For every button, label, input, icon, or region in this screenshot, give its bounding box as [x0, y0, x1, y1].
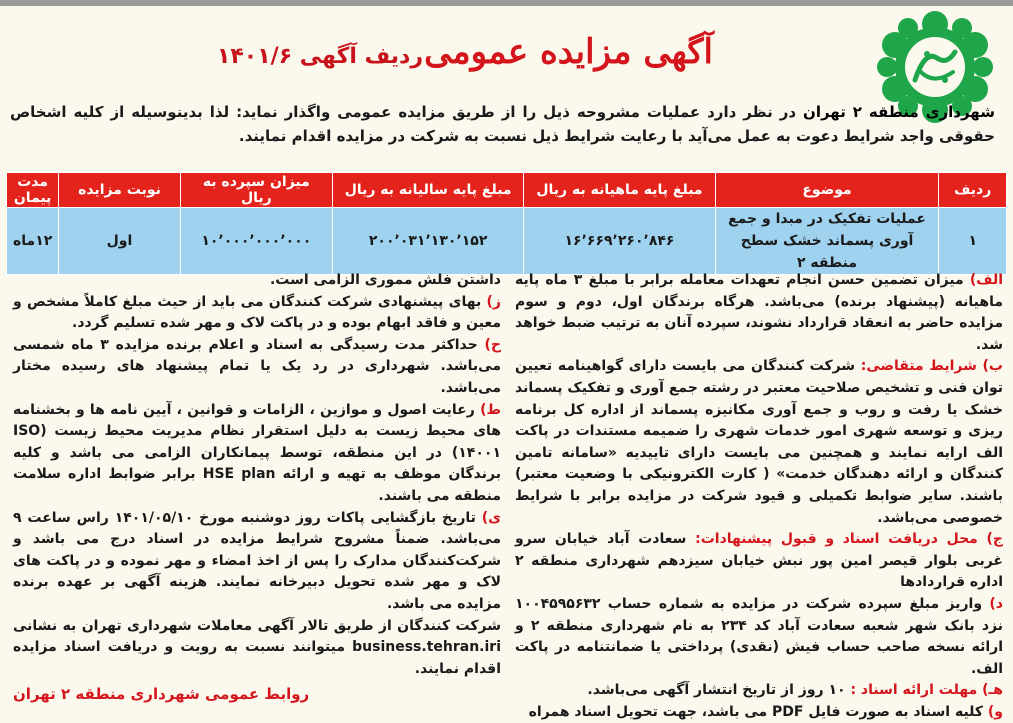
- table-row: [7, 208, 1007, 275]
- clause-be: [515, 356, 1003, 529]
- intro-paragraph: [10, 100, 995, 148]
- clause-be-label: ب) شرایط متقاضی:: [860, 358, 1003, 375]
- clause-ze: [13, 292, 501, 335]
- clause-he2-text: حداکثر مدت رسیدگی به اسناد و اعلام برنده مزایده ۳ ماه شمسی می‌باشد. شهرداری در رد یک یا تمام پیشنهاد های رسیده مختار می‌باشد.: [13, 336, 501, 396]
- clause-ye-text: تاریخ بازگشایی پاکات روز دوشنبه مورخ ۱۴۰۱/۰۵/۱۰ راس ساعت ۹ می‌باشد. ضمناً مشروح شرایط مزایده در اسناد درج می باشد و شرکت‌کنندگان مدارک را پس از اخذ امضاء و مهر نموده و در پاکت های لاک و مهر شده تحویل دبیرخانه نمایند. هزینه آگهی بر عهده برنده مزایده می باشد.: [13, 509, 501, 612]
- clause-he2-label: ح): [484, 336, 501, 353]
- clause-jim-text: سعادت آباد خیابان سرو غربی بلوار قیصر امین پور نبش خیابان سیزدهم شهرداری منطقه ۲ اداره قراردادها: [515, 531, 1003, 591]
- clause-he-label: هـ) مهلت ارائه اسناد :: [850, 682, 1003, 699]
- clause-vav-label: و): [987, 703, 1003, 720]
- clause-ze-text: بهای پیشنهادی شرکت کنندگان می باید از حیث مبلغ کاملاً مشخص و معین و فاقد ابهام بوده و در پاکت لاک و مهر شده تسلیم گردد.: [13, 293, 501, 332]
- clause-ta: [13, 400, 501, 508]
- cell-row: ۱: [939, 208, 1007, 275]
- th-monthly-base: مبلغ پایه ماهیانه به ریال: [524, 173, 715, 208]
- clause-ye: [13, 508, 501, 616]
- clause-ta-text: رعایت اصول و موازین ، الزامات و قوانین ، آیین نامه ها و بخشنامه های محیط زیست به دلیل استقرار نظام مدیریت محیط زیست (ISO ۱۴۰۰۱) در این منطقه، توسط پیمانکاران الزامی می باشد و کلیه برندگان موظف به تهیه و ارائه HSE plan برابر ضوابط اداره سلامت منطقه می باشند.: [13, 401, 501, 504]
- clause-ze-label: ز): [486, 293, 501, 310]
- cell-annual-base: ۲۰۰٬۰۳۱٬۱۳۰٬۱۵۲: [332, 208, 523, 275]
- auction-table: [6, 172, 1007, 275]
- intro-org: شهرداری منطقه ۲ تهران: [803, 103, 995, 121]
- cell-deposit: ۱۰٬۰۰۰٬۰۰۰٬۰۰۰: [180, 208, 332, 275]
- cell-auction-round: اول: [59, 208, 180, 275]
- th-row: ردیف: [939, 173, 1007, 208]
- th-deposit: میزان سپرده به ریال: [180, 173, 332, 208]
- intro-text: در نظر دارد عملیات مشروحه ذیل را از طریق مزایده عمومی واگذار نماید: لذا بدینوسیله از کلیه اشخاص حقوقی واجد شرایط دعوت به عمل می‌آید با رعایت شرایط ذیل نسبت به شرکت در مزایده اقدام نمایند.: [10, 103, 995, 145]
- th-auction-round: نوبت مزایده: [59, 173, 180, 208]
- clause-he: [515, 680, 1003, 702]
- ad-title: آگهی مزایده عمومی: [424, 32, 713, 72]
- cell-monthly-base: ۱۶٬۶۶۹٬۲۶۰٬۸۴۶: [524, 208, 715, 275]
- conditions-left-column: [13, 270, 501, 706]
- th-contract-duration: مدت پیمان: [7, 173, 59, 208]
- clause-alef-label: الف): [969, 272, 1004, 288]
- table-header-row: [7, 173, 1007, 208]
- th-annual-base: مبلغ پایه سالیانه به ریال: [332, 173, 523, 208]
- clause-vav-text: کلیه اسناد به صورت فایل PDF می باشد، جهت تحویل اسناد همراه: [528, 703, 984, 720]
- clause-ta-label: ط): [480, 401, 502, 418]
- clause-ye-label: ی): [481, 509, 501, 526]
- tender-portal-note: شرکت کنندگان از طریق تالار آگهی معاملات شهرداری تهران به نشانی business.tehran.iri میتوانند نسبت به رویت و دریافت اسناد مزایده اقدام نمایند.: [13, 617, 501, 677]
- public-relations-footer: روابط عمومی شهرداری منطقه ۲ تهران: [13, 685, 310, 704]
- clause-dal-text: واریز مبلغ سپرده شرکت در مزایده به شماره حساب ۱۰۰۴۵۹۵۶۳۲ نزد بانک شهر شعبه سعادت آباد کد ۲۳۴ به نام شهرداری منطقه ۲ و ارائه نسخه صاحب حساب فیش (نقدی) پرداختی یا ضمانتنامه در پاکت الف.: [515, 595, 1003, 677]
- clause-jim-label: ج) محل دریافت اسناد و قبول پیشنهادات:: [695, 531, 1003, 548]
- top-border: [0, 0, 1013, 6]
- clause-alef-text: میزان تضمین حسن انجام تعهدات معامله برابر با مبلغ ۳ ماه پایه ماهیانه (پیشنهاد برنده) می‌باشد. هرگاه برندگان اول، دوم و سوم مزایده حاضر به انعقاد قرارداد نشوند، سپرده آنان به ترتیب ضبط خواهد شد.: [515, 272, 1003, 353]
- clause-dal: [515, 594, 1003, 680]
- clause-he-text: ۱۰ روز از تاریخ انتشار آگهی می‌باشد.: [587, 682, 846, 699]
- clause-jim: [515, 529, 1003, 594]
- clause-be-text: شرکت کنندگان می بایست دارای گواهینامه تعیین توان فنی و تشخیص صلاحیت معتبر در رشته جمع آوری و تفکیک پسماند خشک یا رفت و روب و جمع آوری مکانیزه پسماند از اداره کل برنامه ریزی و توسعه شهری امور خدمات شهری را ضمیمه مستندات در پاکت الف ارایه نمایند و همچنین می بایست دارای تاییدیه «سامانه تامین کنندگان و ارائه دهندگان خدمت» ( کارت الکترونیکی با وضعیت معتبر) باشند. سایر ضوابط تکمیلی و قیود شرکت در مزایده برابر با شرایط خصوصی می‌باشد.: [515, 358, 1003, 526]
- clause-dal-label: د): [989, 595, 1003, 612]
- cell-contract-duration: ۱۲ماه: [7, 208, 59, 275]
- cell-subject: عملیات تفکیک در مبدا و جمع آوری پسماند خشک سطح منطقه ۲: [715, 208, 939, 275]
- clause-vav: [515, 702, 1003, 723]
- clause-vav-continued: داشتن فلش مموری الزامی است.: [269, 272, 501, 288]
- conditions-right-column: [515, 270, 1003, 723]
- ad-row-number: ردیف آگهی ۱۴۰۱/۶: [216, 44, 423, 69]
- th-subject: موضوع: [715, 173, 939, 208]
- clause-alef: [515, 270, 1003, 356]
- clause-he2: [13, 335, 501, 400]
